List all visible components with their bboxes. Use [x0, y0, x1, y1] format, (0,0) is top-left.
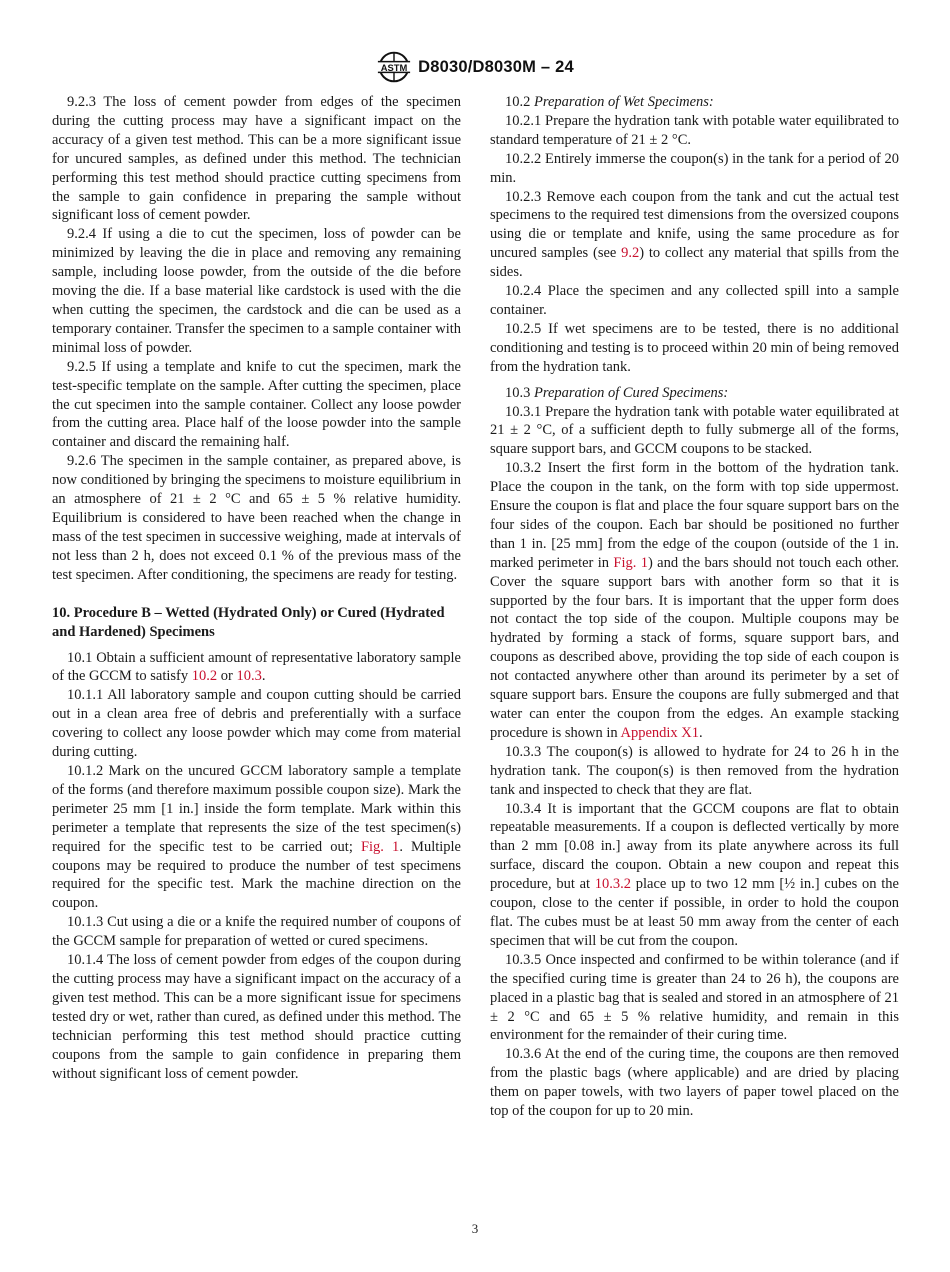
section-10-3-4: 10.3.4 It is important that the GCCM coupons are flat to obtain repeatable measurements. If a coupon is deflected vertically by more than 2 mm [0.08 in.] away from its plate anywhere across its full surface, discard the coupon. Obtain a new coupon and repeat this procedure, but at 10.3.2 place up to two 12 mm [½ in.] cubes on the coupon, close to the center if possible, in order to hold the coupon flat. The cubes must be at least 50 mm away from the center of each specimen that will be cut from the coupon.: [490, 800, 899, 949]
section-10-1: 10.1 Obtain a sufficient amount of representative laboratory sample of the GCCM to satisfy 10.2 or 10.3.: [52, 649, 461, 685]
section-10-3-5: 10.3.5 Once inspected and confirmed to be within tolerance (and if the specified curing time is greater than 24 to 26 h), the coupons are placed in a plastic bag that is sealed and stored in an atmosphere of 21 ± 2 °C and 65 ± 5 % relative humidity, and remain in this environment for the remainder of their curing time.: [490, 951, 899, 1044]
section-9-2-5: 9.2.5 If using a template and knife to cut the specimen, mark the test-specific template on the sample. After cutting the specimen, place the cut specimen into the sample container. Collect any loose powder from the cutting area. Place half of the loose powder into the sample container and discard the remaining half.: [52, 358, 461, 451]
section-10-2-4: 10.2.4 Place the specimen and any collected spill into a sample container.: [490, 283, 899, 318]
right-column: [490, 93, 899, 1121]
ref-appendix-x1-link[interactable]: Appendix X1: [620, 724, 700, 741]
section-9-2-6: 9.2.6 The specimen in the sample container, as prepared above, is now conditioned by bringing the specimens to moisture equilibrium in an atmosphere of 21 ± 2 °C and 65 ± 5 % relative humidity. Equilibrium is considered to have been reached when the change in mass of the test specimen in successive weighing, made at intervals of not less than 2 h, does not exceed 0.1 % of the previous mass of the test specimen. After conditioning, the specimens are ready for testing.: [52, 453, 461, 583]
section-10-3-2: 10.3.2 Insert the first form in the bottom of the hydration tank. Place the coupon in the tank, on the form with top side uppermost. Ensure the coupon is flat and place the four square support bars on the four sides of the coupon. Each bar should be positioned no further than 1 in. [25 mm] from the edge of the coupon (outside of the 1 in. marked perimeter in Fig. 1) and the bars should not touch each other. Cover the square support bars with another form so that it is supported by the four bars. It is important that the upper form does not contact the top side of the coupon. Multiple coupons may be hydrated by forming a stack of forms, square support bars, and coupons as described above, providing the top side of each coupon is not contacted anywhere other than around its perimeter by a set of square support bars. Ensure the coupons are fully submerged and that water can enter the coupon from the edges. An example stacking procedure is shown in Appendix X1.: [490, 460, 900, 741]
svg-text:ASTM: ASTM: [380, 62, 408, 74]
section-10-2-2: 10.2.2 Entirely immerse the coupon(s) in the tank for a period of 20 min.: [490, 150, 899, 186]
section-10-2-5: 10.2.5 If wet specimens are to be tested, there is no additional conditioning and testing is to proceed within 20 min of being removed from the hydration tank.: [490, 320, 899, 375]
section-10-1-2: 10.1.2 Mark on the uncured GCCM laboratory sample a template of the forms (and therefore maximum possible coupon size). Mark the perimeter 25 mm [1 in.] inside the form template. Mark within this perimeter a template that represents the size of the test specimen(s) required for the specific test to be carried out; Fig. 1. Multiple coupons may be required to produce the number of test specimens required for the specific test. Mark the machine direction on the coupon.: [52, 763, 461, 912]
ref-9-2-link[interactable]: 9.2: [621, 245, 640, 262]
section-10-1-3: 10.1.3 Cut using a die or a knife the required number of coupons of the GCCM sample for preparation of wetted or cured specimens.: [52, 914, 461, 950]
section-10-2-3: 10.2.3 Remove each coupon from the tank and cut the actual test specimens to the required test dimensions from the oversized coupons using die or template and knife, using the same procedure as for uncured samples (see 9.2) to collect any material that spills from the sides.: [490, 188, 899, 281]
ref-10-2-link[interactable]: 10.2: [191, 668, 218, 685]
ref-fig-1-link[interactable]: Fig. 1: [360, 838, 400, 855]
section-9-2-3: 9.2.3 The loss of cement powder from edges of the specimen during the cutting process may have a significant impact on the accuracy of a given test method. This can be a more significant issue for uncured samples, as defined under this method. The technician performing this test method should practice cutting specimens from the sample to gain confidence in preparing the sample without significant loss of cement powder.: [52, 94, 461, 224]
section-10-3-3: 10.3.3 The coupon(s) is allowed to hydrate for 24 to 26 h in the hydration tank. The coupon(s) is then removed from the hydration tank and inspected to check that they are flat.: [490, 743, 899, 798]
page-header: [0, 50, 950, 84]
section-10-2-heading: 10.2 Preparation of Wet Specimens:: [505, 94, 714, 110]
standard-designation: D8030/D8030M – 24: [418, 57, 574, 76]
section-10-3-1: 10.3.1 Prepare the hydration tank with potable water equilibrated at 21 ± 2 °C, of a sufficient depth to fully submerge all of the forms, square support bars, and GCCM coupons to be stacked.: [490, 403, 899, 458]
ref-10-3-link[interactable]: 10.3: [236, 668, 262, 685]
section-10-3-heading: 10.3 Preparation of Cured Specimens:: [505, 384, 729, 401]
ref-10-3-2-link[interactable]: 10.3.2: [594, 876, 632, 893]
section-10-3-6: 10.3.6 At the end of the curing time, the coupons are then removed from the plastic bags (where applicable) and are dried by placing them on paper towels, with two layers of paper towel placed on the top of the coupon for up to 20 min.: [490, 1046, 899, 1120]
astm-logo-icon: [376, 50, 412, 84]
left-column: [52, 93, 461, 1083]
page-number: 3: [471, 1221, 479, 1236]
ref-fig-1-link[interactable]: Fig. 1: [613, 554, 648, 571]
section-10-1-4: 10.1.4 The loss of cement powder from edges of the coupon during the cutting process may have a significant impact on the accuracy of a given test method. This can be a more significant issue for specimens tested dry or wet, rather than cured, as defined under this method. The technician performing this test method should practice cutting coupons from the sample to gain confidence in preparing them without significant loss of cement powder.: [52, 952, 461, 1082]
section-10-heading: 10. Procedure B – Wetted (Hydrated Only) or Cured (Hydrated and Hardened) Specimens: [52, 604, 445, 640]
section-10-1-1: 10.1.1 All laboratory sample and coupon cutting should be carried out in a clean area free of debris and preferentially with a surface covering to collect any loose powder which may come from material during cutting.: [52, 687, 461, 761]
section-10-2-1: 10.2.1 Prepare the hydration tank with potable water equilibrated to standard temperature of 21 ± 2 °C.: [490, 112, 899, 148]
section-9-2-4: 9.2.4 If using a die to cut the specimen, loss of powder can be minimized by leaving the die in place and removing any remaining sample, including loose powder, from the outside of the die before moving the die. If a base material like cardstock is used with the die when cutting the specimen, the cardstock and die can be used as a temporary container. Transfer the specimen to a sample container with minimal loss of powder.: [52, 226, 461, 356]
